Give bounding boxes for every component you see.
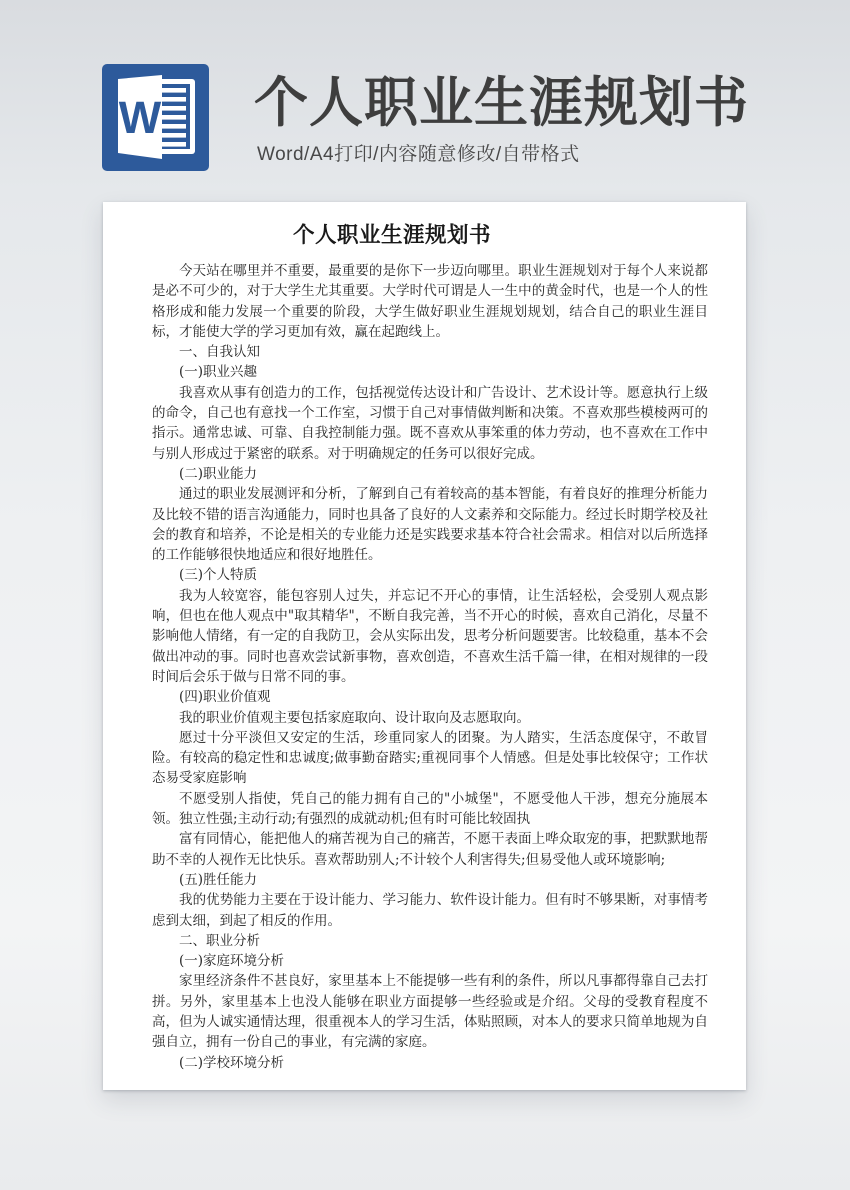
word-icon bbox=[102, 64, 209, 171]
word-logo-graphic bbox=[102, 64, 209, 171]
doc-heading-school-environment: (二)学校环境分析 bbox=[179, 1054, 285, 1071]
doc-heading-personal-traits: (三)个人特质 bbox=[179, 567, 258, 584]
doc-paragraph: 我喜欢从事有创造力的工作，包括视觉传达设计和广告设计、艺术设计等。愿意执行上级的命令，自己也有意找一个工作室，习惯于自己对事情做判断和决策。不喜欢那些模棱两可的指示。通常忠诚、可靠、自我控制能力强。既不喜欢从事笨重的体力劳动，也不喜欢在工作中与别人形成过于紧密的联系。对于明确规定的任务可以很好完成。 bbox=[152, 384, 708, 462]
document-page bbox=[103, 202, 746, 1090]
doc-paragraph: 家里经济条件不甚良好，家里基本上不能提够一些有利的条件，所以凡事都得靠自己去打拼。另外，家里基本上也没人能够在职业方面提够一些经验或是介绍。父母的受教育程度不高，但为人诚实通情达理，很重视本人的学习生活，体贴照顾，对本人的要求只简单地规为自强自立，拥有一份自己的事业，有完满的家庭。 bbox=[152, 973, 708, 1051]
doc-heading-career-interest: (一)职业兴趣 bbox=[179, 364, 258, 381]
doc-paragraph: 富有同情心，能把他人的痛苦视为自己的痛苦，不愿干表面上哗众取宠的事，把默默地帮助不幸的人视作无比快乐。喜欢帮助别人;不计较个人利害得失;但易受他人或环境影响; bbox=[152, 831, 708, 868]
template-title-block bbox=[254, 64, 749, 167]
doc-heading-competence: (五)胜任能力 bbox=[179, 871, 258, 888]
doc-heading-family-environment: (一)家庭环境分析 bbox=[179, 953, 285, 970]
doc-heading-career-analysis: 二、职业分析 bbox=[179, 932, 260, 949]
doc-paragraph: 我为人较宽容，能包容别人过失，并忘记不开心的事情，让生活轻松，会受别人观点影响，但也在他人观点中"取其精华"，不断自我完善，当不开心的时候，喜欢自己消化，尽量不影响他人情绪，有一定的自我防卫，会从实际出发，思考分析问题要害。比较稳重，基本不会做出冲动的事。同时也喜欢尝试新事物，喜欢创造，不喜欢生活千篇一律，在相对规律的一段时间后会乐于做与日常不同的事。 bbox=[152, 587, 708, 685]
doc-paragraph: 通过的职业发展测评和分析，了解到自己有着较高的基本智能，有着良好的推理分析能力及比较不错的语言沟通能力，同时也具备了良好的人文素养和交际能力。经过长时期学校及社会的教育和培养，不论是相关的专业能力还是实践要求基本符合社会需求。相信对以后所选择的工作能够很快地适应和很好地胜任。 bbox=[152, 486, 708, 564]
doc-paragraph: 今天站在哪里并不重要，最重要的是你下一步迈向哪里。职业生涯规划对于每个人来说都是必不可少的，对于大学生尤其重要。大学时代可谓是人一生中的黄金时代，也是一个人的性格形成和能力发展一个重要的阶段，大学生做好职业生涯规划规划，结合自己的职业生涯目标，才能使大学的学习更加有效，赢在起跑线上。 bbox=[152, 263, 708, 340]
word-icon-letter: W bbox=[118, 92, 162, 143]
doc-paragraph: 愿过十分平淡但又安定的生活，珍重同家人的团聚。为人踏实，生活态度保守，不敢冒险。有较高的稳定性和忠诚度;做事勤奋踏实;重视同事个人情感。但是处事比较保守；工作状态易受家庭影响 bbox=[152, 729, 708, 787]
doc-paragraph: 我的优势能力主要在于设计能力、学习能力、软件设计能力。但有时不够果断，对事情考虑到太细，到起了相反的作用。 bbox=[152, 892, 708, 929]
doc-paragraph: 不愿受别人指使，凭自己的能力拥有自己的"小城堡"，不愿受他人干涉，想充分施展本领。独立性强;主动行动;有强烈的成就动机;但有时可能比较固执 bbox=[152, 790, 708, 828]
template-title: 个人职业生涯规划书 bbox=[254, 73, 749, 133]
doc-heading-career-values: (四)职业价值观 bbox=[179, 689, 271, 706]
doc-heading-self-cognition: 一、自我认知 bbox=[179, 344, 260, 361]
doc-paragraph: 我的职业价值观主要包括家庭取向、设计取向及志愿取向。 bbox=[179, 709, 530, 726]
document-title: 个人职业生涯规划书 bbox=[292, 223, 491, 248]
template-subtitle: Word/A4打印/内容随意修改/自带格式 bbox=[257, 144, 580, 165]
doc-heading-career-ability: (二)职业能力 bbox=[179, 465, 258, 482]
template-header bbox=[102, 64, 749, 171]
document-body bbox=[152, 261, 708, 1073]
